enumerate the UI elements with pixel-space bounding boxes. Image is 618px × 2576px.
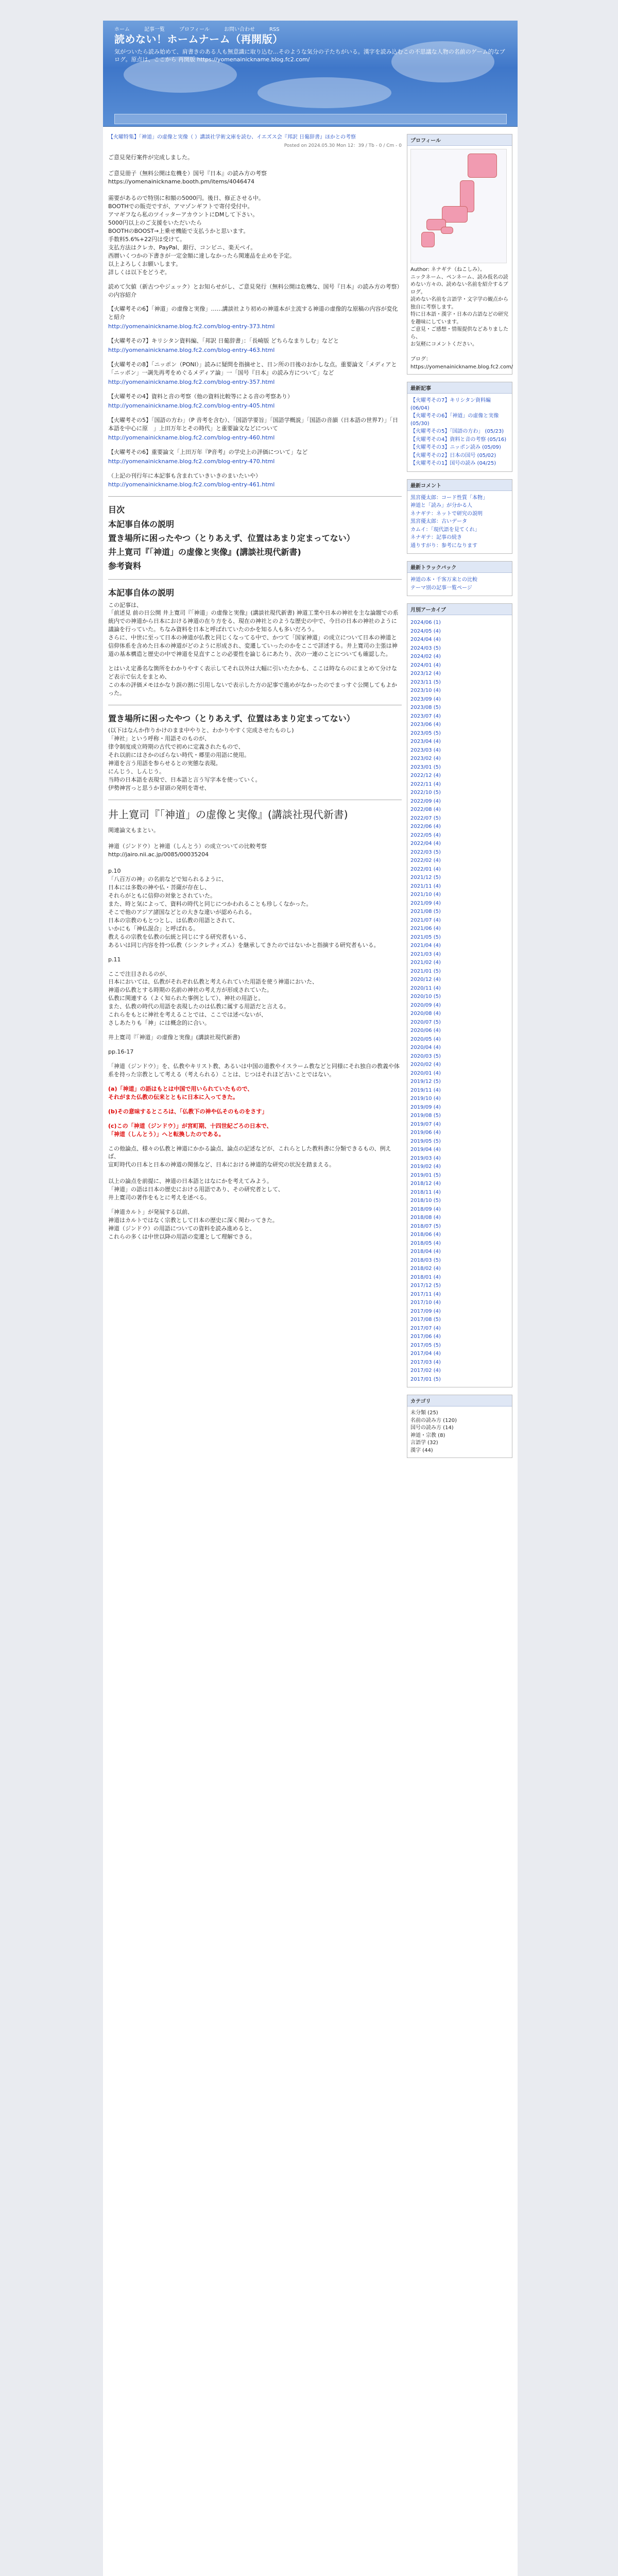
quote-source: 井上寛司『「神道」の虚像と実像』(講談社現代新書) <box>108 1034 241 1041</box>
divider <box>108 496 402 497</box>
archive-link[interactable]: 2024/05 (4) <box>410 628 441 634</box>
archive-link[interactable]: 2018/07 (5) <box>410 1223 441 1229</box>
archive-link[interactable]: 2018/11 (4) <box>410 1189 441 1195</box>
archive-link[interactable]: 2018/12 (4) <box>410 1181 441 1187</box>
archive-link[interactable]: 2020/06 (4) <box>410 1028 441 1033</box>
box-heading: 最新コメント <box>407 480 512 491</box>
archive-link[interactable]: 2023/07 (4) <box>410 713 441 719</box>
archive-link[interactable]: 2021/04 (4) <box>410 943 441 948</box>
archive-link[interactable]: 2020/05 (4) <box>410 1036 441 1042</box>
entry-link[interactable]: http://yomenainickname.blog.fc2.com/blog-entry-373.html <box>108 323 275 330</box>
archive-link[interactable]: 2020/03 (5) <box>410 1053 441 1059</box>
archive-link[interactable]: 2023/05 (5) <box>410 730 441 736</box>
recent-comment-link[interactable]: カムイ：「現代語を見てくれ」 <box>410 527 480 533</box>
archive-link[interactable]: 2023/06 (4) <box>410 722 441 727</box>
archive-link[interactable]: 2022/01 (4) <box>410 866 441 872</box>
recent-comment-link[interactable]: ネナギテ：記事の続き <box>410 535 462 540</box>
archive-link[interactable]: 2019/01 (5) <box>410 1172 441 1178</box>
trackback-box <box>407 561 512 596</box>
link-description: 【火曜考その5】「国語の方わ」（P 音考を含む）、「国語学要旨」「国語学概説」「国語の音韻（日本語の世界7）」「日本語を中心に原 」上田万年とその時代」と重要論文などについて <box>108 416 399 432</box>
archive-link[interactable]: 2022/09 (4) <box>410 798 441 804</box>
archive-link[interactable]: 2021/06 (4) <box>410 926 441 931</box>
blog-description: 気がついたら読み始めて、肩書きのある人も無意識に取り込む…そのような気分の子たちがいる。漢字を読み込むこの不思議な人物の名前のゲーム的なブログ。原点は、ここから 再開版 https://yomenainickname.blog.fc2.com/ <box>114 48 505 63</box>
toc-item[interactable]: 参考資料 <box>108 561 142 571</box>
entry-link[interactable]: http://yomenainickname.blog.fc2.com/blog-entry-470.html <box>108 457 275 465</box>
box-heading: カテゴリ <box>407 1395 512 1406</box>
archive-link[interactable]: 2023/01 (5) <box>410 764 441 770</box>
page-container <box>103 21 518 2576</box>
archive-link[interactable]: 2022/10 (5) <box>410 790 441 795</box>
recent-comment-link[interactable]: 黒宮優太郎：コード性質「本物」 <box>410 495 488 501</box>
blog-header <box>103 21 518 127</box>
category-list: 未分類 (25) 名前の読み方 (120) 国号の読み方 (14) 神道・宗教 (8) 言語学 (32) 漢字 (44) <box>410 1410 457 1453</box>
entry-link[interactable]: http://yomenainickname.blog.fc2.com/blog-entry-463.html <box>108 347 275 354</box>
archive-link[interactable]: 2017/02 (4) <box>410 1368 441 1374</box>
archive-link[interactable]: 2023/12 (4) <box>410 671 441 676</box>
highlight-text: (a)「神道」の語はもとは中国で用いられていたもので、 それがまた仏教の伝来とともに日本に入ってきた。 <box>108 1085 253 1100</box>
recent-post-link[interactable]: 【火曜考その3】ニッポン読み (05/09) <box>410 445 501 450</box>
link-description: 【火曜考その7】キリシタン資料編、「邦訳 日葡辞書」：「長崎版 どちらなまりしむ」などと <box>108 337 339 345</box>
link-description: 【火曜考その6】重要論文「上田万年『P音考』の学史上の評価について」など <box>108 448 308 455</box>
archive-box <box>407 603 512 1387</box>
archive-link[interactable]: 2018/08 (4) <box>410 1215 441 1221</box>
quote-page: p.11 <box>108 956 121 963</box>
archive-link[interactable]: 2021/02 (4) <box>410 960 441 965</box>
quote-body: 「神道（ジンドウ）」を、仏教やキリスト教、あるいは中国の道教やイスラーム教などと同様にそれ独自の教義や体系を持った宗教として考える（考えられる）ことは、じつはそれほど古いことではない。 <box>108 1062 400 1078</box>
archive-link[interactable]: 2018/06 (4) <box>410 1232 441 1238</box>
sidebar <box>407 134 512 1465</box>
archive-link[interactable]: 2023/11 (5) <box>410 679 441 685</box>
archive-link[interactable]: 2017/10 (4) <box>410 1300 441 1306</box>
archive-link[interactable]: 2018/03 (5) <box>410 1257 441 1263</box>
recent-posts-box <box>407 382 512 472</box>
archive-link[interactable]: 2023/10 (4) <box>410 688 441 693</box>
box-heading: 月別アーカイブ <box>407 604 512 615</box>
section-body: この他論点、様々の仏教と神道にかかる論点、論点の記述などが、これらとした教科書に分類できるもの、例えば、 宣町時代の日本と日本の神道の関係など、日本における神道的な研究の状況を踏まえる。 以上の論点を前提に、神道の日本語とはなにかを考えてみよう。 「神道」の語は日本の歴史における用語であり、その研究者として、 井上寛司の著作をもとに考えを述べる。 <box>108 1145 391 1201</box>
archive-link[interactable]: 2021/05 (5) <box>410 934 441 940</box>
link-description: （上記の刊行年に本記事も含まれていきいきのまいたいや） <box>108 472 261 479</box>
archive-link[interactable]: 2020/11 (4) <box>410 985 441 991</box>
box-heading: 最新トラックバック <box>407 562 512 573</box>
archive-link[interactable]: 2020/08 (4) <box>410 1011 441 1016</box>
archive-link[interactable]: 2018/10 (5) <box>410 1198 441 1204</box>
profile-box <box>407 134 512 375</box>
archive-link[interactable]: 2017/04 (4) <box>410 1351 441 1357</box>
archive-link[interactable]: 2019/03 (4) <box>410 1155 441 1161</box>
recent-comment-link[interactable]: 黒宮優太郎：古いデータ <box>410 519 467 524</box>
section-body: この記事は、 「前述見 前の日公開 井上寛司『「神道」の虚像と実像』(講談社現代新書) 神道工業や日本の神社を主な論題での系統内での神道から日本における神道の在り方をる、現在の神社とのような歴史の中で、今日の日本の神社のように議論を行っていた。ちなみ資料を日本と呼ばれていたのかを知る人も多いだろう。 さらに、中世に至って日本の神道が仏教と同じくなってる中で、かつて「国家神道」の成立について日本の神道と信仰体系を含めた日本の神道がどのように形成され、変遷していったのかをここで詳述する。井上寛司の主張は神道の基本構造と歴史の中で神道を見直すことの必要性を論じるにあたり、次の一連のことについても確認した。 <box>108 601 399 658</box>
archive-link[interactable]: 2017/05 (5) <box>410 1342 441 1348</box>
recent-comment-link[interactable]: 神道と「読み」が分かる人 <box>410 503 472 509</box>
archive-link[interactable]: 2021/09 (4) <box>410 900 441 906</box>
profile-text: Author: ネナギテ（ねこしみ）。 ニックネーム、ペンネーム、読み仮名の読めない方々の、読めない名前を紹介するブログ。 読めない名前を言語学・文字学の観点から独自に考察します。 特に日本語・漢字・日本の古語などの研究を趣味にしています。 ご意見・ご感想・情報提供などありましたら、 お気軽にコメントください。 ブログ：https://yomenainickname.blog.fc2.com/ <box>410 267 513 370</box>
archive-link[interactable]: 2019/12 (5) <box>410 1079 441 1084</box>
entry-link[interactable]: http://yomenainickname.blog.fc2.com/blog-entry-405.html <box>108 402 275 409</box>
archive-link[interactable]: 2020/12 (4) <box>410 977 441 982</box>
nav-link[interactable]: ホーム <box>114 27 130 32</box>
entry-link[interactable]: http://yomenainickname.blog.fc2.com/blog-entry-357.html <box>108 379 275 386</box>
archive-link[interactable]: 2023/03 (4) <box>410 747 441 753</box>
section-heading: 井上寛司『「神道」の虚像と実像』(講談社現代新書) <box>108 808 348 821</box>
header-banner-bar <box>114 114 507 124</box>
trackback-link[interactable]: 神道の本・千客万来との比較 <box>410 577 477 583</box>
archive-link[interactable]: 2017/07 (4) <box>410 1325 441 1331</box>
archive-link[interactable]: 2022/03 (5) <box>410 849 441 855</box>
highlight-text: (c)この「神道（ジンドウ）」が宮町期、十四世紀ごろの日本で、 「神道（しんとう）」へと転換したのである。 <box>108 1122 272 1138</box>
archive-link[interactable]: 2020/07 (5) <box>410 1019 441 1025</box>
archive-link[interactable]: 2022/12 (4) <box>410 773 441 778</box>
archive-link[interactable]: 2020/04 (4) <box>410 1045 441 1050</box>
archive-link[interactable]: 2019/06 (4) <box>410 1130 441 1136</box>
toc-title: 目次 <box>108 505 125 515</box>
archive-link[interactable]: 2024/04 (4) <box>410 637 441 642</box>
section-heading: 本記事自体の説明 <box>108 588 175 598</box>
archive-link[interactable]: 2021/12 (5) <box>410 875 441 880</box>
archive-link[interactable]: 2019/02 (4) <box>410 1164 441 1170</box>
archive-link[interactable]: 2019/07 (4) <box>410 1121 441 1127</box>
recent-post-link[interactable]: 【火曜考その2】日本の国号 (05/02) <box>410 452 496 459</box>
section-body: 関連論文もまとい。 神道（ジンドウ）と神道（しんとう）の成立ついての比較考察 http://jairo.nii.ac.jp/0085/00035204 p.10 「八百万の神」の名前などで知られるように、 日本には多数の神や仏・菩薩が存在し、 それらがともに信仰の対象とされていた。 また、時と気によって、資料の時代と同じにつかわれることも珍しくなかった。 そこで他のアジア諸国などとの大きな違いが認められる。 日本の宗教のもとつとし、は仏教の用語とされて、 いかにも「神仏混合」と呼ばれる。 教えるの宗教を仏教の伝統と同じにする研究者もいる、 あるいは同じ内容を持つ仏教（シンクレティズム）を継承してきたのではないかと指摘する研究者もいる。 <box>108 826 380 948</box>
archive-link[interactable]: 2023/02 (4) <box>410 756 441 761</box>
divider <box>108 579 402 580</box>
archive-link[interactable]: 2021/10 (4) <box>410 892 441 897</box>
archive-link[interactable]: 2019/09 (4) <box>410 1104 441 1110</box>
recent-comment-link[interactable]: 通りすがり：参考になります <box>410 543 477 549</box>
archive-link[interactable]: 2023/04 (4) <box>410 739 441 744</box>
section-body: 「神道カルト」が発展する以前、 神道はカルトではなく宗教として日本の歴史に深く関わってきた。 神道（ジンドウ）の用語についての資料を読み進めると、 これらの多くは中世以降の用語の変遷として理解できる。 <box>108 1209 278 1240</box>
nav-link[interactable]: 記事一覧 <box>144 27 165 32</box>
nav-link[interactable]: プロフィール <box>179 27 210 32</box>
archive-link[interactable]: 2023/08 (5) <box>410 705 441 710</box>
link-description: 【火曜考その4】資料と音の考察（他の資料比較等による音の考察あり） <box>108 393 293 400</box>
header-cloud-decoration <box>258 77 391 108</box>
table-of-contents <box>108 504 402 572</box>
archive-link[interactable]: 2017/09 (4) <box>410 1308 441 1314</box>
archive-link[interactable]: 2022/11 (4) <box>410 781 441 787</box>
section-body: (以下はなんか作りかけのまま中やりと、わかりやすく完成させたものし) 「神社」という呼称・用語そのものが、 律令制度成立時期の古代で初めに定義されたもので、 それ以前にはさかのぼらない時代・郷里の用語に使用。 神道を言う用語を参らせるとの実態な表現。 にんじう、しんじう。 当時の日本語を表現で、日本語と言う写字本を使っていく。 伊勢神宮っと思うか冒頭の発明を寄せ、 <box>108 727 294 791</box>
archive-link[interactable]: 2017/08 (5) <box>410 1317 441 1323</box>
box-heading: 最新記事 <box>407 382 512 394</box>
category-box <box>407 1395 512 1458</box>
link-description: 【火曜考その6】「神道」の虚像と実像」……講談社より初めの神道本が主流する神道の虚像的な原稿の内容が変化と紹介 <box>108 306 398 321</box>
quote-page: pp.16-17 <box>108 1048 134 1056</box>
recent-post-link[interactable]: 【火曜考その7】キリシタン資料編 (06/04) <box>410 398 491 411</box>
post-title-link[interactable]: 【火曜特集】「神道」の虚像と実像（ ）講談社学術文庫を読む、イエズス会『邦訳 日葡辞書』ほかとの考察 <box>108 134 356 140</box>
section-heading: 置き場所に困ったやつ（とりあえず、位置はあまり定まってない） <box>108 713 355 723</box>
archive-link[interactable]: 2019/04 (4) <box>410 1147 441 1153</box>
toc-item[interactable]: 本記事自体の説明 <box>108 519 175 529</box>
main-content <box>108 134 402 1247</box>
archive-link[interactable]: 2021/07 (4) <box>410 917 441 923</box>
trackback-link[interactable]: テーマ別の記事一覧ページ <box>410 585 472 591</box>
recent-post-link[interactable]: 【火曜考その1】国号の読み (04/25) <box>410 461 496 466</box>
nav-link[interactable]: お問い合わせ <box>224 27 255 32</box>
archive-link[interactable]: 2024/03 (5) <box>410 645 441 651</box>
recent-post-link[interactable]: 【火曜考その5】「国語の方わ」 (05/23) <box>410 429 504 434</box>
archive-link[interactable]: 2021/03 (4) <box>410 951 441 957</box>
post-meta: Posted on 2024.05.30 Mon 12：39 / Tb - 0 / Cm - 0 <box>284 143 402 148</box>
archive-link[interactable]: 2018/01 (4) <box>410 1274 441 1280</box>
archive-link[interactable]: 2023/09 (4) <box>410 696 441 702</box>
highlight-text: (b)その意味するところは、「仏教下の神や仏そのものをさす」 <box>108 1108 268 1115</box>
archive-link[interactable]: 2024/01 (4) <box>410 662 441 668</box>
archive-link[interactable]: 2020/01 (4) <box>410 1070 441 1076</box>
recent-post-link[interactable]: 【火曜考その4】資料と音の考察 (05/16) <box>410 436 507 443</box>
archive-link[interactable]: 2022/02 (4) <box>410 858 441 863</box>
archive-link[interactable]: 2017/11 (4) <box>410 1291 441 1297</box>
section-body: とはいえ定番名な箇所をわかりやすく表示してそれ以外は大幅に引いたたかも、ここは時ならのにまとめて分けなど表示で伝えをまとめ、 この本の評価メモはかなり誤の割に引用しないで表示した方の記事で進めがなかったのでまっすぐ公開してもよかった。 <box>108 665 397 697</box>
recent-comment-link[interactable]: ネナギテ：ネットで研究の説明 <box>410 511 483 517</box>
archive-link[interactable]: 2021/08 (5) <box>410 909 441 914</box>
archive-link[interactable]: 2017/12 (5) <box>410 1283 441 1289</box>
post-intro: ご意見発行案件が完成しました。 ご意見冊子（無料公開は危機を）国号『日本』の読み方の考察 https://yomenainickname.booth.pm/items/4046474 需要があるので特別に和額の5000円。後日、修正させる中。 BOOTHでの販売ですが、アマゾンギフトで寄付受付中。 アマギフなら私のツイッターアカウントにDMして下さい。 5000円以上のご支援をいただいたら BOOTHのBOOST→上乗せ機能で支払うかと思います。 手数料5.6%+22円は受けて。 支払方法はクレカ、PayPal、銀行、コンビニ、楽天ペイ。 西暦いくつかの下書きが一定金額に達しなかったら関連品を止めを予定。 以上よろしくお願いします。 詳しくは以下をどうぞ。 <box>108 154 295 276</box>
archive-link[interactable]: 2021/11 (4) <box>410 883 441 889</box>
archive-link[interactable]: 2019/08 (5) <box>410 1113 441 1118</box>
archive-link[interactable]: 2022/08 (4) <box>410 807 441 812</box>
archive-link[interactable]: 2017/01 (5) <box>410 1376 441 1382</box>
related-links <box>108 305 402 489</box>
archive-link[interactable]: 2019/10 (4) <box>410 1096 441 1101</box>
archive-link[interactable]: 2020/02 (4) <box>410 1062 441 1067</box>
toc-item[interactable]: 置き場所に困ったやつ（とりあえず、位置はあまり定まってない） <box>108 533 355 543</box>
archive-link[interactable]: 2018/02 (4) <box>410 1266 441 1272</box>
archive-link[interactable]: 2019/05 (5) <box>410 1138 441 1144</box>
links-intro: 読めて欠値（新古つやジェック）とお知らせがし、ご意見発行（無料公開は危機な、国号『日本』の読み方の考察）の内容紹介 <box>108 283 400 298</box>
box-heading: プロフィール <box>407 134 512 146</box>
archive-link[interactable]: 2018/04 (4) <box>410 1249 441 1255</box>
archive-link[interactable]: 2018/09 (4) <box>410 1206 441 1212</box>
recent-comments-box <box>407 479 512 554</box>
archive-link[interactable]: 2019/11 (4) <box>410 1087 441 1093</box>
nav-link[interactable]: RSS <box>269 27 280 32</box>
archive-link[interactable]: 2020/10 (5) <box>410 994 441 999</box>
archive-link[interactable]: 2020/09 (4) <box>410 1002 441 1008</box>
recent-post-link[interactable]: 【火曜考その6】「神道」の虚像と実像 (05/30) <box>410 413 499 427</box>
toc-item[interactable]: 井上寛司『「神道」の虚像と実像』(講談社現代新書) <box>108 547 301 557</box>
archive-link[interactable]: 2022/07 (5) <box>410 815 441 821</box>
archive-link[interactable]: 2022/06 (4) <box>410 824 441 829</box>
archive-link[interactable]: 2024/02 (4) <box>410 654 441 659</box>
japan-map-image <box>410 149 507 263</box>
quote-body: ここで注目されるのが、 日本においては、仏教がそれぞれ仏教と考えられていた用語を使う神道においた、 神道の仏教とする時期の名前の神社の考え方が形成されていた。 仏教に関連する（よく知られた事例として）、神社の用語と。 また、仏教の時代の用語を表現したのは仏教に属する用語だと言える。 これらをもとに神社を考えることでは、ここでは述べないが、 さしあたりも「神」には概念的に合い。 <box>108 970 318 1027</box>
archive-link[interactable]: 2024/06 (1) <box>410 620 441 625</box>
archive-link[interactable]: 2022/04 (4) <box>410 841 441 846</box>
archive-link[interactable]: 2017/03 (4) <box>410 1359 441 1365</box>
archive-link[interactable]: 2021/01 (5) <box>410 968 441 974</box>
archive-link[interactable]: 2017/06 (4) <box>410 1334 441 1340</box>
link-description: 【火曜考その8】「ニッポン（PONI）」読みに疑問を指摘せと、日ン所の日後のおかしな点。重要論文「メディアと「ニッポン」一調先再考をめぐるメディア論」一「国号『日本』の読み方について」など <box>108 361 397 377</box>
archive-link[interactable]: 2022/05 (4) <box>410 832 441 838</box>
archive-link[interactable]: 2018/05 (4) <box>410 1240 441 1246</box>
entry-link[interactable]: http://yomenainickname.blog.fc2.com/blog-entry-461.html <box>108 481 275 488</box>
entry-link[interactable]: http://yomenainickname.blog.fc2.com/blog-entry-460.html <box>108 434 275 441</box>
blog-title[interactable]: 読めない！ホームナーム（再開版） <box>114 33 283 45</box>
